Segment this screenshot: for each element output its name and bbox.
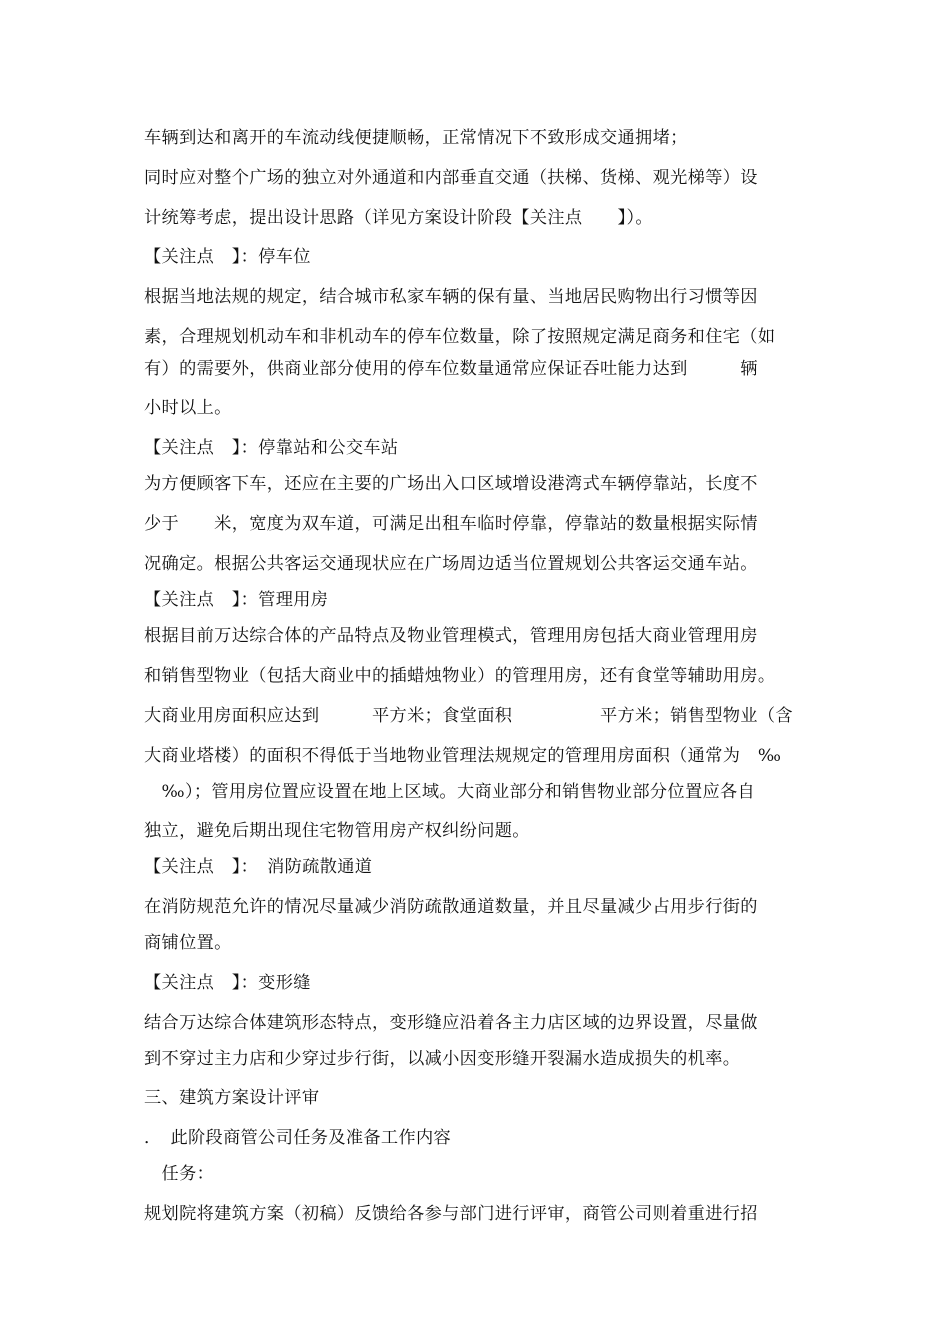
body-text-line: 小时以上。	[144, 398, 232, 418]
body-text-line: 根据当地法规的规定，结合城市私家车辆的保有量、当地居民购物出行习惯等因	[144, 287, 758, 307]
body-text-line: 大商业塔楼）的面积不得低于当地物业管理法规规定的管理用房面积（通常为 ‰	[144, 746, 782, 766]
section-heading: 【关注点 】：停车位	[144, 247, 311, 267]
body-text-line: 同时应对整个广场的独立对外通道和内部垂直交通（扶梯、货梯、观光梯等）设	[144, 168, 758, 188]
body-text-line: 况确定。根据公共客运交通现状应在广场周边适当位置规划公共客运交通车站。	[144, 554, 758, 574]
body-text-line: 为方便顾客下车，还应在主要的广场出入口区域增设港湾式车辆停靠站，长度不	[144, 474, 758, 494]
subsection-heading: ． 此阶段商管公司任务及准备工作内容	[144, 1128, 452, 1148]
body-text-line: 素，合理规划机动车和非机动车的停车位数量，除了按照规定满足商务和住宅（如	[144, 327, 776, 347]
body-text-line: 计统筹考虑，提出设计思路（详见方案设计阶段【关注点 】）。	[144, 208, 653, 228]
body-text-line: 车辆到达和离开的车流动线便捷顺畅，正常情况下不致形成交通拥堵；	[144, 128, 688, 148]
body-text-line: 和销售型物业（包括大商业中的插蜡烛物业）的管理用房，还有食堂等辅助用房。	[144, 666, 776, 686]
body-text-line: 大商业用房面积应达到 平方米；食堂面积 平方米；销售型物业（含	[144, 706, 793, 726]
body-text-line: 规划院将建筑方案（初稿）反馈给各参与部门进行评审，商管公司则着重进行招	[144, 1204, 758, 1224]
body-text-line: 少于 米，宽度为双车道，可满足出租车临时停靠，停靠站的数量根据实际情	[144, 514, 758, 534]
body-text-line: 有）的需要外，供商业部分使用的停车位数量通常应保证吞吐能力达到 辆	[144, 359, 758, 379]
section-heading: 【关注点 】：管理用房	[144, 590, 329, 610]
section-heading: 【关注点 】：变形缝	[144, 973, 311, 993]
body-text-line: 到不穿过主力店和少穿过步行街，以减小因变形缝开裂漏水造成损失的机率。	[144, 1049, 741, 1069]
body-text-line: 在消防规范允许的情况尽量减少消防疏散通道数量，并且尽量减少占用步行街的	[144, 897, 758, 917]
body-text-line: 商铺位置。	[144, 933, 232, 953]
section-heading: 【关注点 】：停靠站和公交车站	[144, 438, 399, 458]
subsection-heading: 任务：	[144, 1164, 215, 1184]
body-text-line: ‰）；管用房位置应设置在地上区域。大商业部分和销售物业部分位置应各自	[144, 782, 756, 802]
body-text-line: 独立，避免后期出现住宅物管用房产权纠纷问题。	[144, 821, 530, 841]
body-text-line: 结合万达综合体建筑形态特点，变形缝应沿着各主力店区域的边界设置，尽量做	[144, 1013, 758, 1033]
chapter-heading: 三、建筑方案设计评审	[144, 1088, 320, 1108]
body-text-line: 根据目前万达综合体的产品特点及物业管理模式，管理用房包括大商业管理用房	[144, 626, 758, 646]
section-heading: 【关注点 】： 消防疏散通道	[144, 857, 373, 877]
